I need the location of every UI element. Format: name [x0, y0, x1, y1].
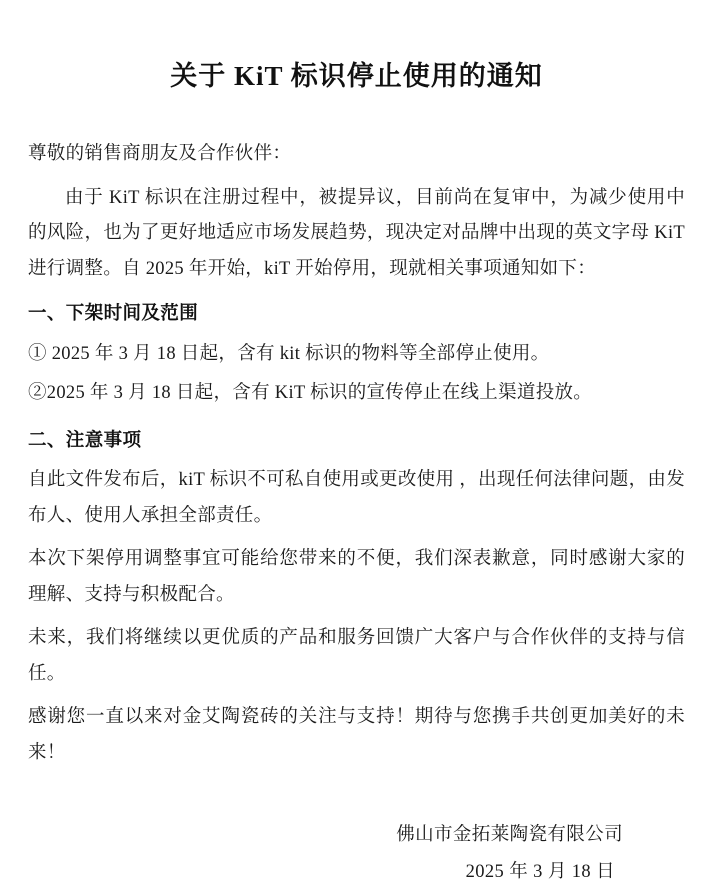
section-heading-scope: 一、下架时间及范围	[28, 304, 199, 325]
company-name: 佛山市金拓莱陶瓷有限公司	[396, 825, 623, 846]
intro-paragraph: 由于 KiT 标识在注册过程中，被提异议，目前尚在复审中，为减少使用中的风险，也为了更好地适应市场发展趋势，现决定对品牌中出现的英文字母 KiT 进行调整。自 2025 年开始，kiT 开始停用，现就相关事项通知如下：	[28, 187, 685, 279]
salutation: 尊敬的销售商朋友及合作伙伴：	[28, 144, 292, 164]
signature-block	[28, 817, 685, 891]
list-item: ① 2025 年 3 月 18 日起，含有 kit 标识的物料等全部停止使用。	[28, 343, 550, 364]
signature-date: 2025 年 3 月 18 日	[465, 862, 615, 883]
note-paragraph: 未来，我们将继续以更优质的产品和服务回馈广大客户与合作伙伴的支持与信任。	[28, 628, 685, 684]
list-item: ②2025 年 3 月 18 日起，含有 KiT 标识的宣传停止在线上渠道投放。	[28, 383, 593, 404]
page-title: 关于 KiT 标识停止使用的通知	[170, 61, 543, 91]
section-heading-notes: 二、注意事项	[28, 430, 142, 451]
note-paragraph: 自此文件发布后，kiT 标识不可私自使用或更改使用 ，出现任何法律问题，由发布人、使用人承担全部责任。	[28, 470, 685, 526]
document-body	[28, 137, 685, 771]
note-paragraph: 感谢您一直以来对金艾陶瓷砖的关注与支持！期待与您携手共创更加美好的未来！	[28, 707, 685, 763]
note-paragraph: 本次下架停用调整事宜可能给您带来的不便，我们深表歉意，同时感谢大家的理解、支持与积极配合。	[28, 549, 685, 605]
